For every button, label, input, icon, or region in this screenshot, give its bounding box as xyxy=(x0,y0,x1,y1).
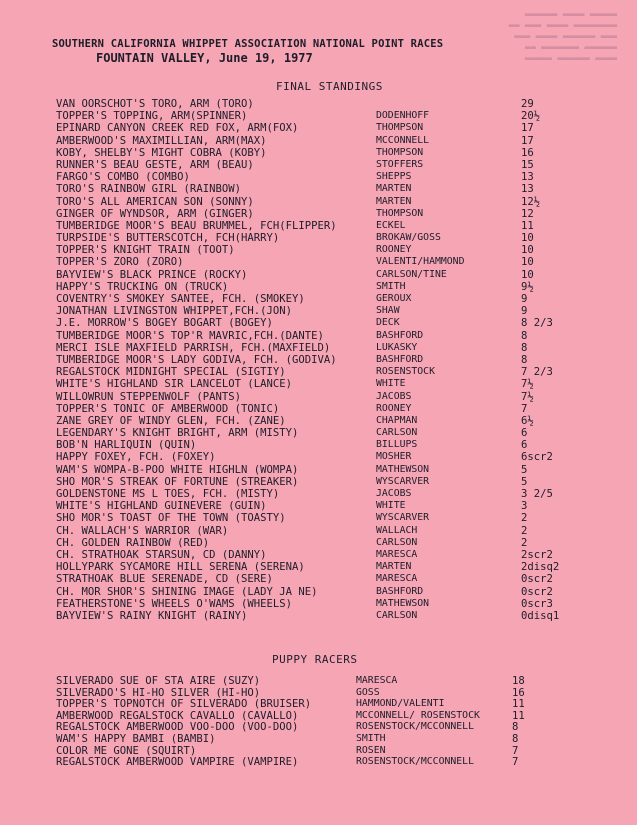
dog-name: TOPPER'S KNIGHT TRAIN (TOOT) xyxy=(56,244,235,257)
dog-name: AMBERWOOD'S MAXIMILLIAN, ARM(MAX) xyxy=(56,134,267,147)
owner-name: ROONEY xyxy=(376,244,412,256)
owner-name: HAMMOND/VALENTI xyxy=(356,698,445,710)
dog-name: HOLLYPARK SYCAMORE HILL SERENA (SERENA) xyxy=(56,561,305,574)
owner-name: MOSHER xyxy=(376,451,412,463)
points-value: 10 xyxy=(521,244,534,257)
owner-name: WHITE xyxy=(376,378,406,390)
points-value: 6scr2 xyxy=(521,451,553,464)
points-value: 5 xyxy=(521,463,528,476)
points-value: 2 xyxy=(521,536,528,549)
dog-name: TUMBERIDGE MOOR'S BEAU BRUMMEL, FCH(FLIPPER) xyxy=(56,219,337,232)
dog-name: TURPSIDE'S BUTTERSCOTCH, FCH(HARRY) xyxy=(56,232,280,245)
owner-name: MATHEWSON xyxy=(376,597,430,609)
owner-name: STOFFERS xyxy=(376,158,424,170)
points-value: 10 xyxy=(521,232,534,245)
points-value: 2 xyxy=(521,512,528,525)
points-value: 8 xyxy=(521,329,528,342)
owner-name: SMITH xyxy=(376,280,406,292)
points-value: 7 xyxy=(512,756,519,769)
dog-name: CH. MOR SHOR'S SHINING IMAGE (LADY JA NE) xyxy=(56,585,318,598)
owner-name: ROSENSTOCK/MCCONNELL xyxy=(356,721,474,733)
points-value: 8 2/3 xyxy=(521,317,553,330)
dog-name: WAM'S WOMPA-B-POO WHITE HIGHLN (WOMPA) xyxy=(56,463,299,476)
owner-name: BASHFORD xyxy=(376,329,424,341)
dog-name: TUMBERIDGE MOOR'S TOP'R MAVRIC,FCH.(DANTE) xyxy=(56,329,324,342)
points-value: 17 xyxy=(521,122,534,135)
owner-name: SHEPPS xyxy=(376,171,412,183)
owner-name: MCCONNELL xyxy=(376,134,430,146)
owner-name: BROKAW/GOSS xyxy=(376,232,441,244)
owner-name: BASHFORD xyxy=(376,353,424,365)
dog-name: CH. WALLACH'S WARRIOR (WAR) xyxy=(56,524,229,537)
owner-name: CARLSON/TINE xyxy=(376,268,447,280)
dog-name: EPINARD CANYON CREEK RED FOX, ARM(FOX) xyxy=(56,122,299,135)
owner-name: ECKEL xyxy=(376,219,406,231)
dog-name: FARGO'S COMBO (COMBO) xyxy=(56,171,190,184)
points-value: 7½ xyxy=(521,390,534,403)
dog-name: TUMBERIDGE MOOR'S LADY GODIVA, FCH. (GODIVA) xyxy=(56,353,337,366)
points-value: 15 xyxy=(521,158,534,171)
dog-name: TORO'S ALL AMERICAN SON (SONNY) xyxy=(56,195,254,208)
owner-name: WALLACH xyxy=(376,524,418,536)
points-value: 7 2/3 xyxy=(521,366,553,379)
points-value: 2 xyxy=(521,524,528,537)
owner-name: MARTEN xyxy=(376,561,412,573)
owner-name: THOMPSON xyxy=(376,207,424,219)
points-value: 8 xyxy=(521,341,528,354)
owner-name: SMITH xyxy=(356,732,386,744)
points-value: 6 xyxy=(521,427,528,440)
points-value: 3 xyxy=(521,500,528,513)
owner-name: WYSCARVER xyxy=(376,475,430,487)
owner-name: ROSENSTOCK xyxy=(376,366,435,378)
dog-name: GINGER OF WYNDSOR, ARM (GINGER) xyxy=(56,207,254,220)
dog-name: JONATHAN LIVINGSTON WHIPPET,FCH.(JON) xyxy=(56,305,292,318)
event-location-date: FOUNTAIN VALLEY, June 19, 1977 xyxy=(96,51,313,65)
owner-name: JACOBS xyxy=(376,390,412,402)
dog-name: SILVERADO'S HI-HO SILVER (HI-HO) xyxy=(56,686,261,699)
points-value: 9 xyxy=(521,293,528,305)
dog-name: TOPPER'S ZORO (ZORO) xyxy=(56,256,184,269)
owner-name: DODENHOFF xyxy=(376,110,430,122)
dog-name: SHO MOR'S STREAK OF FORTUNE (STREAKER) xyxy=(56,475,299,488)
dog-name: REGALSTOCK AMBERWOOD VOO-DOO (VOO-DOO) xyxy=(56,721,299,734)
points-value: 0scr2 xyxy=(521,585,553,598)
owner-name: JACOBS xyxy=(376,488,412,499)
dog-name: J.E. MORROW'S BOGEY BOGART (BOGEY) xyxy=(56,317,273,330)
dog-name: WILLOWRUN STEPPENWOLF (PANTS) xyxy=(56,390,241,403)
dog-name: MERCI ISLE MAXFIELD PARRISH, FCH.(MAXFIELD) xyxy=(56,341,331,354)
points-value: 6 xyxy=(521,439,528,452)
dog-name: REGALSTOCK AMBERWOOD VAMPIRE (VAMPIRE) xyxy=(56,756,299,769)
owner-name: MARESCA xyxy=(376,573,418,585)
owner-name: WHITE xyxy=(376,500,406,512)
points-value: 29 xyxy=(521,98,534,110)
points-value: 10 xyxy=(521,268,534,281)
points-value: 16 xyxy=(521,146,534,159)
points-value: 11 xyxy=(512,709,525,722)
owner-name: MCCONNELL/ ROSENSTOCK xyxy=(356,709,480,721)
dog-name: TORO'S RAINBOW GIRL (RAINBOW) xyxy=(56,183,241,196)
points-value: 13 xyxy=(521,171,534,184)
points-value: 0disq1 xyxy=(521,609,560,622)
owner-name: BASHFORD xyxy=(376,585,424,597)
dog-name: CH. GOLDEN RAINBOW (RED) xyxy=(56,536,210,549)
points-value: 0scr2 xyxy=(521,573,553,586)
points-value: 11 xyxy=(512,698,525,711)
dog-name: BAYVIEW'S RAINY KNIGHT (RAINY) xyxy=(56,609,248,622)
points-value: 3 2/5 xyxy=(521,488,553,500)
dog-name: STRATHOAK BLUE SERENADE, CD (SERE) xyxy=(56,573,273,586)
owner-name: DECK xyxy=(376,317,400,329)
points-value: 9½ xyxy=(521,280,534,293)
points-value: 6½ xyxy=(521,414,534,427)
owner-name: MARESCA xyxy=(376,548,418,560)
dog-name: WAM'S HAPPY BAMBI (BAMBI) xyxy=(56,732,216,745)
dog-name: GOLDENSTONE MS L TOES, FCH. (MISTY) xyxy=(56,488,280,500)
owner-name: BILLUPS xyxy=(376,439,418,451)
points-value: 8 xyxy=(521,353,528,366)
owner-name: ROONEY xyxy=(376,402,412,414)
points-value: 0scr3 xyxy=(521,597,553,610)
puppy-racers-heading: PUPPY RACERS xyxy=(272,653,358,666)
final-standings-heading: FINAL STANDINGS xyxy=(276,80,383,93)
owner-name: CHAPMAN xyxy=(376,414,418,426)
points-value: 7½ xyxy=(521,378,534,391)
points-value: 8 xyxy=(512,732,519,745)
owner-name: SHAW xyxy=(376,305,400,317)
owner-name: CARLSON xyxy=(376,609,418,621)
points-value: 18 xyxy=(512,675,525,687)
owner-name: MARTEN xyxy=(376,183,412,195)
dog-name: RUNNER'S BEAU GESTE, ARM (BEAU) xyxy=(56,158,254,171)
owner-name: CARLSON xyxy=(376,536,418,548)
points-value: 12 xyxy=(521,207,534,220)
points-value: 8 xyxy=(512,721,519,734)
dog-name: WHITE'S HIGHLAND GUINEVERE (GUIN) xyxy=(56,500,267,513)
owner-name: MARESCA xyxy=(356,675,398,686)
dog-name: ZANE GREY OF WINDY GLEN, FCH. (ZANE) xyxy=(56,414,286,427)
points-value: 13 xyxy=(521,183,534,196)
dog-name: FEATHERSTONE'S WHEELS O'WAMS (WHEELS) xyxy=(56,597,292,610)
document-title: SOUTHERN CALIFORNIA WHIPPET ASSOCIATION NATIONAL POINT RACES xyxy=(52,38,444,50)
points-value: 9 xyxy=(521,305,528,318)
dog-name: LEGENDARY'S KNIGHT BRIGHT, ARM (MISTY) xyxy=(56,427,299,440)
owner-name: MATHEWSON xyxy=(376,463,430,475)
owner-name: THOMPSON xyxy=(376,122,424,134)
points-value: 10 xyxy=(521,256,534,269)
dog-name: VAN OORSCHOT'S TORO, ARM (TORO) xyxy=(56,98,254,110)
dog-name: SILVERADO SUE OF STA AIRE (SUZY) xyxy=(56,675,261,687)
dog-name: TOPPER'S TOPNOTCH OF SILVERADO (BRUISER) xyxy=(56,698,312,711)
dog-name: REGALSTOCK MIDNIGHT SPECIAL (SIGTIY) xyxy=(56,366,286,379)
points-value: 12½ xyxy=(521,195,541,208)
points-value: 11 xyxy=(521,219,534,232)
dog-name: HAPPY FOXEY, FCH. (FOXEY) xyxy=(56,451,216,464)
dog-name: CH. STRATHOAK STARSUN, CD (DANNY) xyxy=(56,548,267,561)
points-value: 20½ xyxy=(521,110,541,123)
points-value: 2disq2 xyxy=(521,561,560,574)
bleed-through-text: ▬▬▬▬▬ ▬▬▬▬ ▬▬▬▬▬▬ ▬▬▬▬▬▬▬▬ ▬▬▬▬ ▬▬▬ ▬▬ ▬▬▬ ▬▬▬▬▬▬ ▬▬▬▬ ▬▬▬ ▬▬▬▬▬▬ ▬▬▬▬▬▬▬ ▬▬ ▬▬▬▬ ▬▬▬▬▬▬ ▬▬▬▬▬ xyxy=(508,10,617,64)
owner-name: LUKASKY xyxy=(376,341,418,353)
dog-name: HAPPY'S TRUCKING ON (TRUCK) xyxy=(56,280,229,293)
points-value: 2scr2 xyxy=(521,548,553,561)
dog-name: WHITE'S HIGHLAND SIR LANCELOT (LANCE) xyxy=(56,378,292,391)
owner-name: MARTEN xyxy=(376,195,412,207)
dog-name: SHO MOR'S TOAST OF THE TOWN (TOASTY) xyxy=(56,512,286,525)
owner-name: GOSS xyxy=(356,686,380,698)
dog-name: BOB'N HARLIQUIN (QUIN) xyxy=(56,439,197,452)
points-value: 7 xyxy=(521,402,528,415)
owner-name: ROSENSTOCK/MCCONNELL xyxy=(356,756,474,768)
owner-name: GEROUX xyxy=(376,293,412,304)
points-value: 5 xyxy=(521,475,528,488)
dog-name: BAYVIEW'S BLACK PRINCE (ROCKY) xyxy=(56,268,248,281)
dog-name: TOPPER'S TOPPING, ARM(SPINNER) xyxy=(56,110,248,123)
dog-name: COVENTRY'S SMOKEY SANTEE, FCH. (SMOKEY) xyxy=(56,293,305,305)
points-value: 16 xyxy=(512,686,525,699)
owner-name: CARLSON xyxy=(376,427,418,439)
dog-name: TOPPER'S TONIC OF AMBERWOOD (TONIC) xyxy=(56,402,280,415)
owner-name: WYSCARVER xyxy=(376,512,430,524)
dog-name: COLOR ME GONE (SQUIRT) xyxy=(56,744,197,757)
points-value: 17 xyxy=(521,134,534,147)
dog-name: KOBY, SHELBY'S MIGHT COBRA (KOBY) xyxy=(56,146,267,159)
owner-name: VALENTI/HAMMOND xyxy=(376,256,465,268)
dog-name: AMBERWOOD REGALSTOCK CAVALLO (CAVALLO) xyxy=(56,709,299,722)
owner-name: ROSEN xyxy=(356,744,386,756)
points-value: 7 xyxy=(512,744,519,757)
owner-name: THOMPSON xyxy=(376,146,424,158)
